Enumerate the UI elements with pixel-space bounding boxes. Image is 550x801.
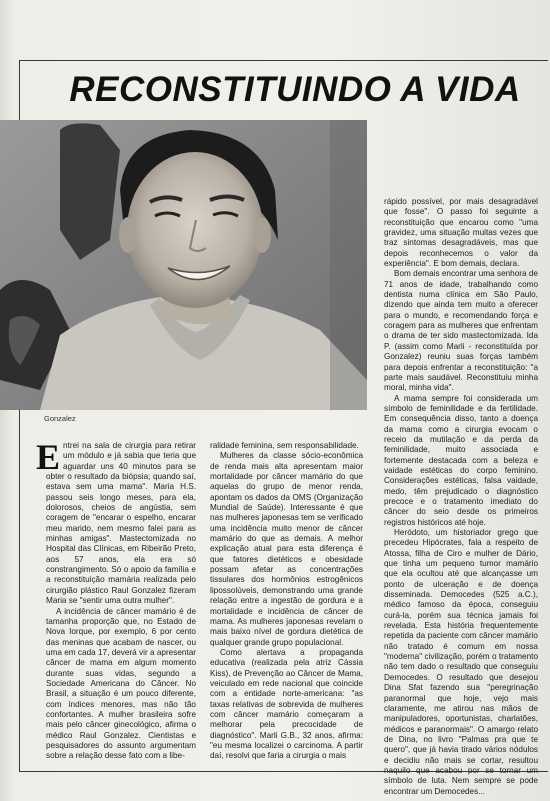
text-column-3 [384, 197, 538, 797]
paragraph: rápido possível, por mais desagradável que fosse". O passo foi seguinte a reconstituição que encarou como "uma gravidez, uma situação muitas vezes que traz sintomas desagradáveis, mas que depois reconhecemos o valor da experiência". E bom demais, declara. [384, 197, 538, 269]
paragraph: Como alertava a propaganda educativa (realizada pela atriz Cássia Kiss), de Prevenção ao Câncer de Mama, veiculado em rede nacional que coincide com a entidade norte-americana: "as taxas relativas de sobrevida de mulheres com câncer mamário começaram a melhorar pela precocidade de diagnóstico". Marli G.B., 32 anos, afirma: "eu mesma localizei o carcinoma. A partir daí, resolvi que faria a cirurgia o mais [210, 647, 363, 761]
photo-caption: Gonzalez [44, 414, 76, 423]
paragraph-text: ntrei na sala de cirurgia para retirar um módulo e já sabia que teria que aguardar uns 40 minutos para se obter o resultado da biópsia; quando saí, estava sem uma mama". Maria H.S. passou seis longo meses, para ela, dolorosos, cheios de angústia, sem coragem de "encarar o espelho, encarar meu marido, nem mesmo falei para as minhas amigas". Mastectomizada no Hospital das Clínicas, em Ribeirão Preto, aos 57 anos, ela era só constrangimento. Só o apoio da família e a reconstituição mamária realizada pelo cirurgião plástico Raul Gonzalez fizeram Maria se "sentir uma outra mulher". [46, 441, 196, 606]
paragraph: Heródoto, um historiador grego que precedeu Hipócrates, fala a respeito de Atossa, filha de Ciro e mulher de Dário, que tinha um pequeno tumor mamário que ela ocultou até que alcançasse um ponto de ulceração e de doença disseminada. Democedes (525 a.C.), médico famoso da época, conseguiu curá-la, porém sua técnica jamais foi revelada. Esta história frequentemente repetida da paciente com câncer mamário não tratado é comum em nossa "moderna" civilização, porém o tratamento não tem dado o resultado que conseguiu Democedes. O resultado que desejou Dina Sfat fazendo sua "peregrinação paranormal que hoje, vejo mais claramente, me atirou nas mãos de manipuladores, oportunistas, charlatões, médicos e paranormais". O amargo relato de Dina, no livro "Palmas pra que te quero", que já havia tirado vários nódulos e decidiu não mais se cortar, resultou naquilo que acabou por se tornar um símbolo de luta. Nem sempre se pode encontrar um Democedes... [384, 528, 538, 796]
paragraph: ralidade feminina, sem responsabilidade. [210, 441, 359, 450]
drop-cap: E [36, 437, 61, 477]
portrait-illustration [0, 120, 367, 410]
paragraph: Mulheres da classe sócio-econômica de renda mais alta apresentam maior mortalidade por câncer mamário do que aquelas do grupo de menor renda, apontam os dados da OMS (Organização Mundial de Saúde). Interessante é que nas mulheres japonesas tem se verificado uma incidência muito menor de câncer mamário do que as demais. A melhor explicação atual para esta diferença é que fatores dietéticos e obesidade possam afetar as concentrações tissulares dos hormônios estrogênicos lipossolúveis, demonstrando uma grande relação entre a ingestão de gordura e a mortalidade e incidência de câncer de mama. As mulheres japonesas revelam o mais baixo nível de gordura dietética de qualquer grande grupo populacional. [210, 451, 363, 647]
paragraph: A incidência de câncer mamário é de tamanha proporção que, no Estado de Nova Iorque, por exemplo, 6 por cento das meninas que acabam de nascer, ou uma em cada 17, deverá vir a apresentar câncer de mama em algum momento durante suas vidas, segundo a Sociedade Americana do Câncer. No Brasil, a situação é um pouco diferente, com índices menores, mas não tão confortantes. A mulher brasileira sofre mais pelo câncer ginecológico, afirma o médico Raul Gonzalez. Cientistas e pesquisadores do assunto argumentam sobre a relação desse fato com a libe- [46, 606, 196, 761]
article-title: RECONSTITUINDO A VIDA [69, 70, 521, 109]
paragraph: A mama sempre foi considerada um símbolo de feminilidade e da fertilidade. Em consequência disso, tanto a doença da mama como a cirurgia evocam o receio da mutilação e da perda da feminilidade, muito associada e fortemente destacada com a beleza e vaidade estéticas do corpo feminino. Considerações estéticas, falsa vaidade, medo, têm prejudicado o diagnóstico precoce e o tratamento imediato do câncer do seio desde os primeiros registros históricos até hoje. [384, 393, 538, 527]
text-column-2 [210, 441, 363, 762]
portrait-photo [0, 120, 367, 410]
text-column-1 [36, 437, 196, 762]
paragraph: Bom demais encontrar uma senhora de 71 anos de idade, trabalhando como dentista numa clínica em São Paulo, dizendo que ainda tem muito a oferecer para o mundo, e recomendando força e coragem para as mulheres que enfrentam o drama de ter sido mastectomizada. Ida P. (assim como Marli - reconstituída por Gonzalez) reuniu suas forças também para depois enfrentar a reconstituição: "a parte mais saudável. Reconstituiu minha moral, minha vida". [384, 269, 538, 393]
paragraph [36, 437, 196, 607]
